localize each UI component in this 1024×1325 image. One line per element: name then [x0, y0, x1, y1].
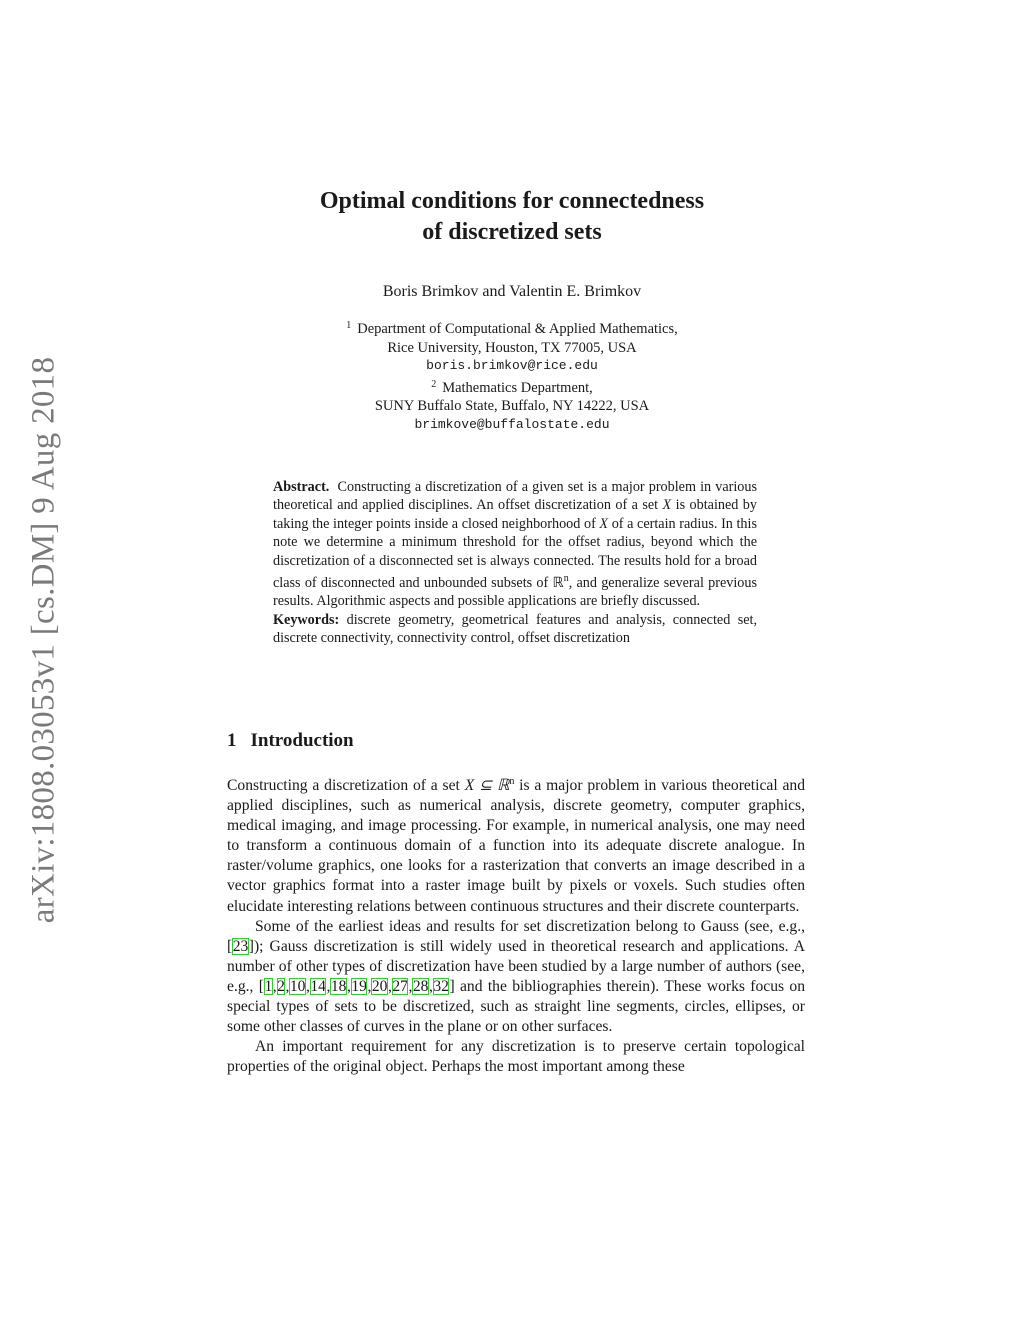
title-line-2: of discretized sets [422, 219, 602, 245]
keywords-label: Keywords: [273, 611, 340, 628]
abstract-label: Abstract. [273, 479, 330, 495]
affiliations [0, 317, 1024, 435]
section-number: 1 [227, 730, 237, 751]
affiliation-2-place: SUNY Buffalo State, Buffalo, NY 14222, USA [374, 398, 650, 415]
citation-link[interactable]: 28 [412, 977, 429, 995]
citation-link[interactable]: 32 [433, 977, 449, 995]
paragraph-3: An important requirement for any discretization is to preserve certain topological properties of the original object. Perhaps the most important among these [227, 1038, 805, 1076]
arxiv-sidebar [18, 350, 70, 930]
affiliation-2-email[interactable]: brimkove@buffalostate.edu [414, 416, 610, 432]
keywords: Keywords: discrete geometry, geometrical features and analysis, connected set, discrete connectivity, connectivity control, offset discretization [273, 611, 757, 647]
paper-title [0, 186, 1024, 248]
citation-link[interactable]: 19 [351, 977, 367, 995]
section-title: Introduction [250, 730, 354, 751]
title-line-1: Optimal conditions for connectedness [319, 188, 705, 214]
affiliation-1-place: Rice University, Houston, TX 77005, USA [387, 339, 637, 356]
citation-link[interactable]: 23 [232, 937, 249, 955]
citation-link[interactable]: 1 [264, 977, 273, 995]
author-list: Boris Brimkov and Valentin E. Brimkov [382, 283, 642, 300]
citation-link[interactable]: 14 [310, 977, 326, 995]
abstract [273, 478, 757, 648]
paragraph-1: Constructing a discretization of a set X ⊆ ℝ$^n$ is a major problem in various theoretical and applied disciplines, such as numerical analysis, discrete geometry, computer graphics, medical imaging, and image processing. For example, in numerical analysis, one may need to transform a continuous domain of a function into its adequate discrete analogue. In raster/volume graphics, one looks for a rasterization that converts an image described in a vector graphics format into a raster image built by pixels or voxels. Such studies often elucidate interesting relations between continuous structures and their discrete counterparts. [227, 776, 805, 915]
arxiv-identifier[interactable]: arXiv:1808.03053v1 [cs.DM] 9 Aug 2018 [25, 356, 62, 924]
citation-link[interactable]: 27 [392, 977, 408, 995]
paragraph-2: Some of the earliest ideas and results for set discretization belong to Gauss (see, e.g., [23]); Gauss discretization is still widely used in theoretical research and applications. A number of other types of discretization have been studied by a large number of authors (see, e.g., [1,2,10,14,18,19,20,27,28,32] and the bibliographies therein). These works focus on special types of sets to be discretized, such as straight line segments, circles, ellipses, or some other classes of curves in the plane or on other surfaces. [227, 917, 805, 1036]
citation-link[interactable]: 2 [277, 977, 285, 995]
affiliation-2-mark: 2 [431, 378, 437, 390]
section-heading [227, 730, 354, 752]
affiliation-1-mark: 1 [346, 320, 352, 331]
affiliation-1-dept: $^1$ Department of Computational & Applied Mathematics, [346, 320, 678, 337]
citation-link[interactable]: 18 [330, 977, 347, 995]
citation-link[interactable]: 10 [289, 977, 306, 995]
abstract-body: Abstract. Constructing a discretization of a given set is a major problem in various theoretical and applied disciplines. An offset discretization of a set X is obtained by taking the integer points inside a closed neighborhood of X of a certain radius. In this note we determine a minimum threshold for the offset radius, beyond which the discretization of a disconnected set is always connected. The results hold for a broad class of disconnected and unbounded subsets of ℝ$^n$, and generalize several previous results. Algorithmic aspects and possible applications are briefly discussed. [273, 479, 757, 610]
affiliation-2-dept: $^2$ Mathematics Department, [431, 378, 593, 396]
body-text [227, 772, 805, 1077]
affiliation-1-email[interactable]: boris.brimkov@rice.edu [426, 358, 598, 374]
citation-link[interactable]: 20 [371, 977, 388, 995]
